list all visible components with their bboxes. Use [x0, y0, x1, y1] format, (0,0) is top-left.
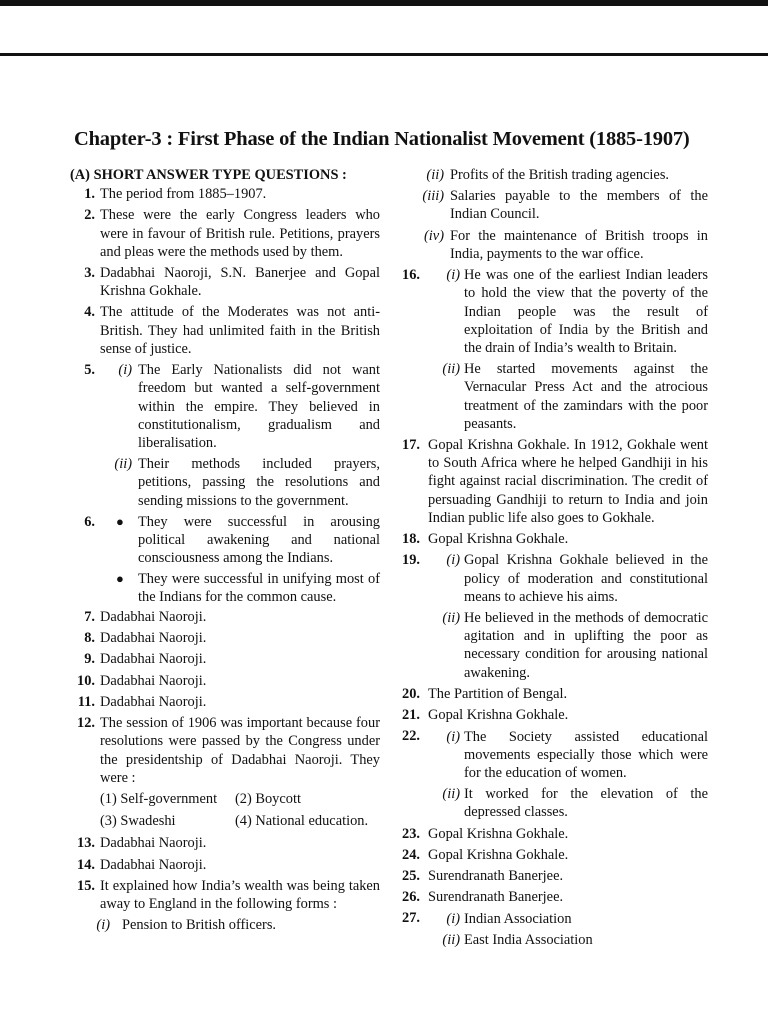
sub-numeral: (i)	[446, 552, 460, 569]
answer-number: 24.	[402, 846, 420, 863]
sub-numeral: (i)	[446, 267, 460, 284]
top-border	[0, 0, 768, 6]
sub-numeral: (iii)	[422, 188, 444, 205]
resolution-item: (4) National education.	[235, 813, 369, 830]
answer-number: 22.	[402, 728, 420, 745]
answer-27-part-ii	[398, 931, 708, 949]
answer-number: 12.	[77, 715, 95, 732]
answer-14	[70, 856, 380, 874]
answer-24	[398, 846, 708, 864]
sub-text: East India Association	[464, 931, 593, 948]
answer-8	[70, 629, 380, 647]
answer-7	[70, 608, 380, 626]
answer-text: Dadabhai Naoroji.	[100, 630, 207, 647]
answer-number: 8.	[84, 630, 95, 647]
sub-numeral: (ii)	[426, 167, 444, 183]
answer-19-part-i	[398, 551, 708, 606]
answer-number: 17.	[402, 437, 420, 454]
answer-number: 16.	[402, 267, 420, 284]
answer-15-part-ii	[398, 166, 708, 184]
resolution-item: (2) Boycott	[235, 790, 301, 807]
bullet-icon: ●	[116, 570, 124, 586]
sub-text: Salaries payable to the members of the Indian Council.	[450, 188, 708, 223]
bullet-text: They were successful in unifying most of the Indians for the common cause.	[138, 570, 380, 605]
answer-12	[70, 714, 380, 787]
answer-text: Dadabhai Naoroji.	[100, 856, 207, 873]
answer-15-part-i	[70, 916, 380, 934]
answer-20	[398, 685, 708, 703]
answer-text: The session of 1906 was important because four resolutions were passed by the Congress under the presidentship of Dadabhai Naoroji. They were :	[100, 715, 380, 786]
sub-text: He believed in the methods of democratic agitation and in uplifting the poor as necessary condition for arousing national awakening.	[464, 610, 708, 681]
answer-16-part-ii	[398, 360, 708, 433]
sub-numeral: (ii)	[442, 786, 460, 803]
answer-number: 15.	[77, 877, 95, 894]
answer-number: 11.	[77, 693, 95, 710]
answer-22-part-i	[398, 728, 708, 783]
answer-number: 27.	[402, 910, 420, 927]
bullet-text: They were successful in arousing political awakening and national consciousness among the Indians.	[138, 514, 380, 567]
chapter-title: Chapter-3 : First Phase of the Indian Nationalist Movement (1885-1907)	[74, 128, 690, 150]
answer-26	[398, 888, 708, 906]
answer-number: 14.	[77, 856, 95, 873]
resolution-item: (3) Swadeshi	[100, 813, 176, 830]
sub-text: The Early Nationalists did not want freedom but wanted a self-government within the empire. They believed in constitutionalism, gradualism and liberalisation.	[138, 362, 380, 452]
sub-text: Gopal Krishna Gokhale believed in the policy of moderation and constitutional means to achieve his aims.	[464, 552, 708, 605]
answer-12-resolutions-row-2	[70, 812, 380, 830]
sub-text: It worked for the elevation of the depressed classes.	[464, 786, 708, 821]
answer-text: Surendranath Banerjee.	[428, 889, 564, 906]
answer-9	[70, 650, 380, 668]
answer-13	[70, 834, 380, 852]
answer-text: Dadabhai Naoroji.	[100, 651, 207, 668]
answer-text: These were the early Congress leaders who were in favour of British rule. Petitions, prayers and pleas were the methods used by them.	[100, 207, 380, 260]
answer-number: 4.	[84, 304, 95, 321]
answer-23	[398, 825, 708, 843]
sub-numeral: (i)	[118, 362, 132, 379]
answer-text: Gopal Krishna Gokhale.	[428, 846, 569, 863]
answer-11	[70, 693, 380, 711]
answer-number: 23.	[402, 825, 420, 842]
sub-numeral: (ii)	[442, 931, 460, 948]
answer-text: It explained how India’s wealth was being taken away to England in the following forms :	[100, 877, 380, 912]
answer-25	[398, 867, 708, 885]
answer-text: The attitude of the Moderates was not anti-British. They had unlimited faith in the British sense of justice.	[100, 304, 380, 357]
sub-text: Profits of the British trading agencies.	[450, 167, 670, 183]
answer-5-part-ii	[70, 455, 380, 510]
sub-text: Their methods included prayers, petitions, passing the resolutions and sending missions to the government.	[138, 456, 380, 509]
answer-15-part-iii	[398, 187, 708, 223]
sub-text: The Society assisted educational movements especially those which were for the education of women.	[464, 728, 708, 781]
answer-number: 26.	[402, 889, 420, 906]
answer-text: Gopal Krishna Gokhale.	[428, 707, 569, 724]
answer-text: The Partition of Bengal.	[428, 685, 568, 702]
answer-text: Gopal Krishna Gokhale. In 1912, Gokhale went to South Africa where he helped Gandhiji in his fight against racial discrimination. The credit of persuading Gandhiji to return to India and join Indian public life also goes to Gokhale.	[428, 437, 708, 526]
answer-text: Dadabhai Naoroji.	[100, 693, 207, 710]
sub-numeral: (ii)	[442, 610, 460, 627]
answer-number: 7.	[84, 609, 95, 626]
sub-numeral: (i)	[446, 728, 460, 745]
header-rule	[0, 53, 768, 56]
sub-text: He started movements against the Vernacular Press Act and the atrocious treatment of the zamindars with the poor peasants.	[464, 361, 708, 432]
sub-numeral: (iv)	[424, 227, 444, 244]
answer-10	[70, 672, 380, 690]
answer-number: 18.	[402, 531, 420, 548]
answer-6-bullet-2	[70, 570, 380, 606]
answer-text: Dadabhai Naoroji, S.N. Banerjee and Gopal Krishna Gokhale.	[100, 265, 380, 300]
answer-15	[70, 877, 380, 913]
answer-text: Dadabhai Naoroji.	[100, 609, 207, 626]
sub-text: For the maintenance of British troops in India, payments to the war office.	[450, 227, 708, 262]
answer-4	[70, 303, 380, 358]
answer-6-bullet-1	[70, 513, 380, 568]
sub-numeral: (i)	[446, 910, 460, 927]
answer-17	[398, 436, 708, 527]
sub-numeral: (ii)	[114, 456, 132, 473]
answer-number: 21.	[402, 707, 420, 724]
sub-text: He was one of the earliest Indian leaders to hold the view that the poverty of the Indian people was the result of exploitation of India by the British and the drain of India’s wealth to Britain.	[464, 267, 708, 357]
answer-1	[70, 185, 380, 203]
answer-text: The period from 1885–1907.	[100, 186, 267, 203]
answer-number: 3.	[84, 265, 95, 282]
answer-number: 25.	[402, 867, 420, 884]
answer-15-part-iv	[398, 227, 708, 263]
answer-text: Surendranath Banerjee.	[428, 867, 564, 884]
answer-number: 6.	[84, 513, 95, 530]
answer-16-part-i	[398, 266, 708, 357]
answer-number: 10.	[77, 672, 95, 689]
answer-text: Gopal Krishna Gokhale.	[428, 531, 569, 548]
answer-18	[398, 530, 708, 548]
sub-numeral: (i)	[96, 917, 110, 934]
left-column	[70, 166, 380, 937]
answer-21	[398, 706, 708, 724]
answer-27-part-i	[398, 910, 708, 928]
answer-number: 20.	[402, 685, 420, 702]
answer-number: 2.	[84, 207, 95, 224]
right-column	[398, 166, 708, 952]
answer-number: 5.	[84, 362, 95, 379]
answer-22-part-ii	[398, 785, 708, 821]
resolution-item: (1) Self-government	[100, 790, 218, 807]
answer-12-resolutions-row-1	[70, 790, 380, 808]
bullet-icon: ●	[116, 514, 124, 530]
answer-3	[70, 264, 380, 300]
answer-number: 19.	[402, 552, 420, 569]
answer-number: 9.	[84, 651, 95, 668]
answer-number: 1.	[84, 186, 95, 203]
sub-text: Pension to British officers.	[122, 917, 277, 934]
answer-5-part-i	[70, 361, 380, 452]
answer-19-part-ii	[398, 609, 708, 682]
section-heading: (A) SHORT ANSWER TYPE QUESTIONS :	[70, 167, 347, 183]
answer-text: Dadabhai Naoroji.	[100, 672, 207, 689]
answer-text: Dadabhai Naoroji.	[100, 835, 207, 852]
sub-text: Indian Association	[464, 910, 572, 927]
answer-2	[70, 206, 380, 261]
answer-text: Gopal Krishna Gokhale.	[428, 825, 569, 842]
answer-number: 13.	[77, 835, 95, 852]
sub-numeral: (ii)	[442, 361, 460, 378]
